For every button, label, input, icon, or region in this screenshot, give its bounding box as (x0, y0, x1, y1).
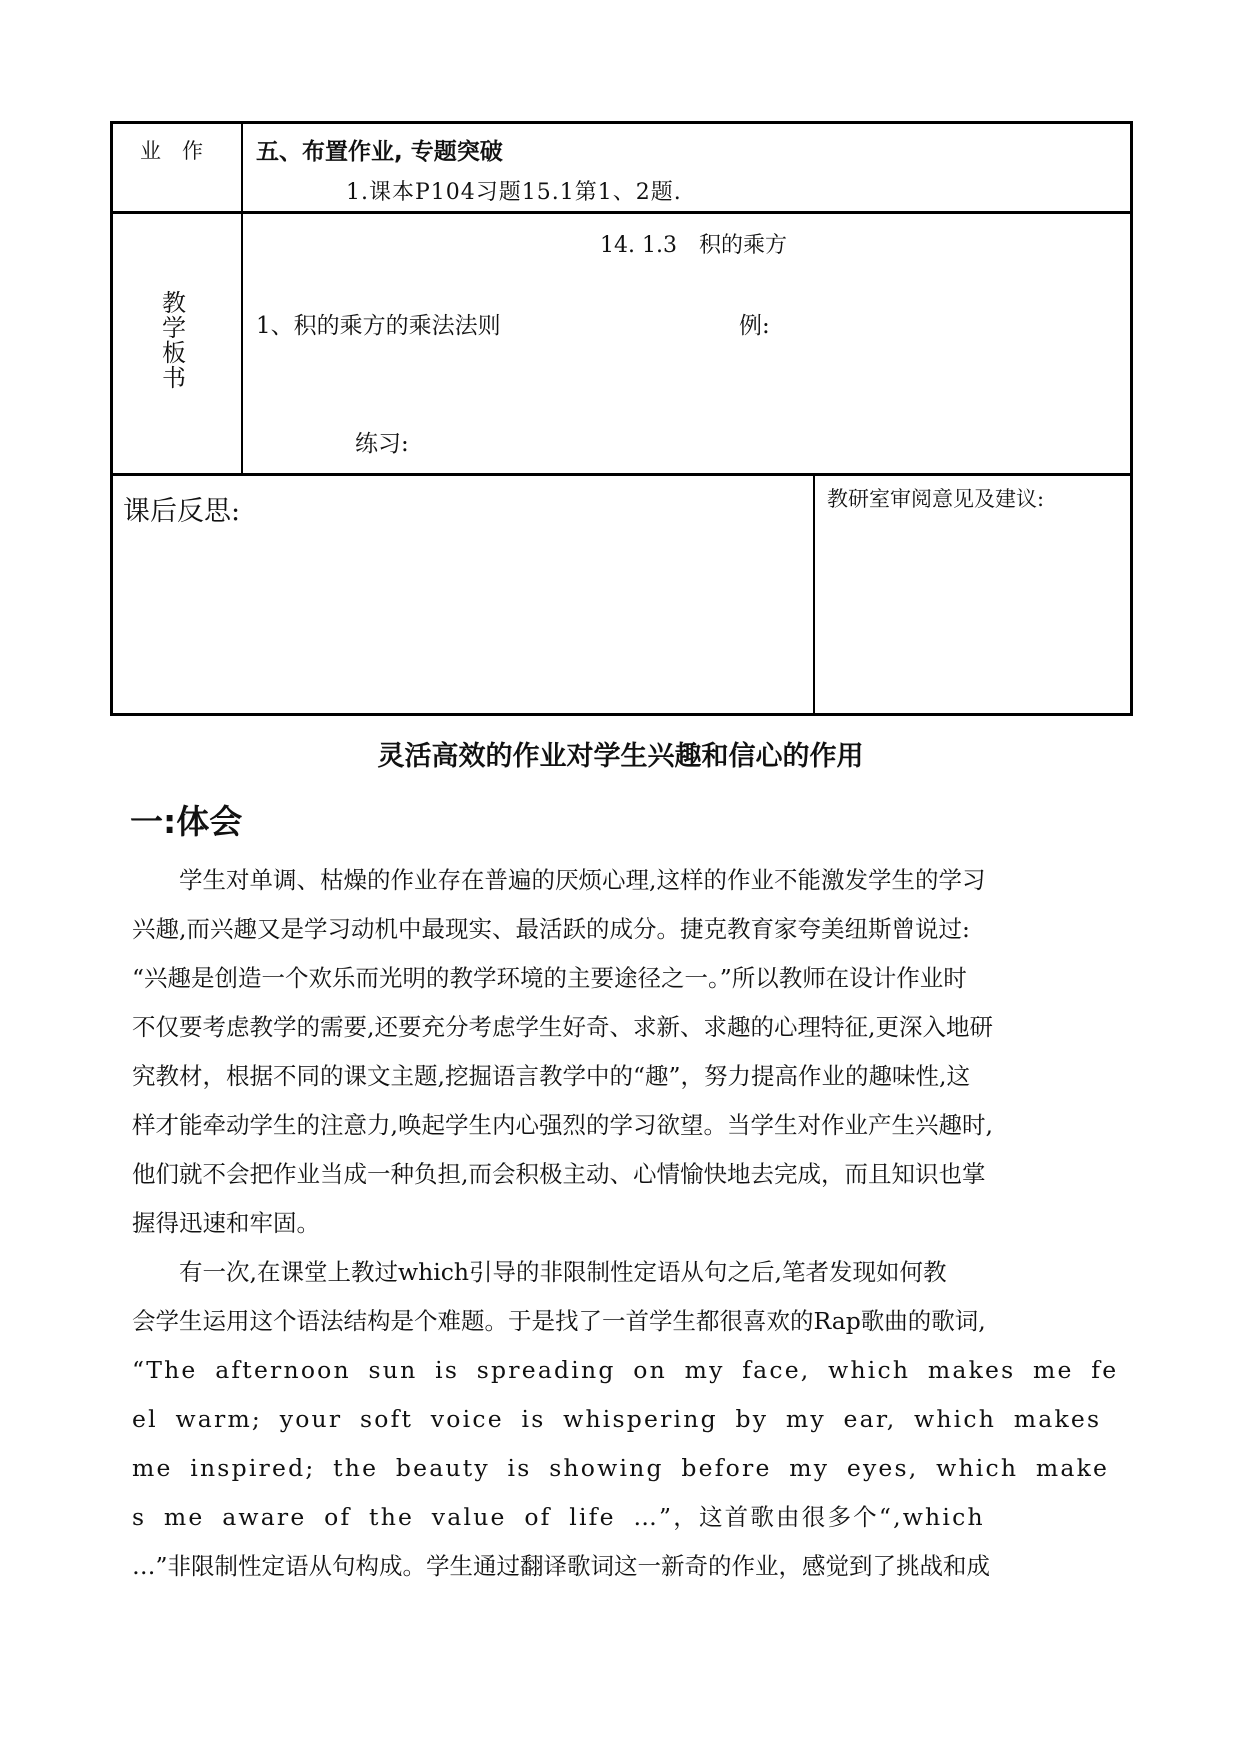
article-title: 灵活高效的作业对学生兴趣和信心的作用 (377, 741, 864, 772)
table-border-bottom (110, 713, 1133, 716)
board-label (162, 291, 186, 391)
board-rule: 1、积的乘方的乘法法则 (256, 313, 501, 339)
homework-title: 五、布置作业, 专题突破 (256, 139, 503, 165)
paragraph-line: 学生对单调、枯燥的作业存在普遍的厌烦心理,这样的作业不能激发学生的学习 (132, 866, 986, 894)
lyric-line: me inspired; the beauty is showing before my eyes, which make (132, 1454, 1110, 1482)
paragraph-line: 握得迅速和牢固。 (132, 1209, 320, 1237)
paragraph-line: 样才能牵动学生的注意力,唤起学生内心强烈的学习欲望。当学生对作业产生兴趣时, (132, 1111, 993, 1139)
row-divider-1 (110, 211, 1133, 214)
board-label-char: 板 (162, 339, 186, 367)
table-border-top (110, 121, 1133, 124)
lyric-line: “The afternoon sun is spreading on my face, which makes me fe (132, 1356, 1119, 1384)
reflection-label: 课后反思: (123, 496, 241, 527)
board-label-char: 学 (162, 314, 186, 342)
homework-label: 业 作 (140, 139, 203, 163)
board-label-char: 教 (162, 289, 186, 317)
paragraph-2 (132, 1248, 1119, 1591)
paragraph-line: 究教材，根据不同的课文主题,挖掘语言教学中的“趣”，努力提高作业的趣味性,这 (132, 1062, 970, 1090)
label-column-divider (241, 121, 243, 475)
board-practice: 练习: (355, 431, 409, 457)
lyric-line: s me aware of the value of life …”，这首歌由很多个“,which (132, 1503, 985, 1531)
paragraph-line: …”非限制性定语从句构成。学生通过翻译歌词这一新奇的作业，感觉到了挑战和成 (132, 1552, 991, 1580)
lesson-table (110, 121, 1133, 716)
row-divider-2 (110, 473, 1133, 476)
paragraph-line: 他们就不会把作业当成一种负担,而会积极主动、心情愉快地去完成，而且知识也掌 (132, 1160, 986, 1188)
paragraph-line: 有一次,在课堂上教过which引导的非限制性定语从句之后,笔者发现如何教 (132, 1258, 947, 1286)
paragraph-1 (132, 856, 1062, 1248)
review-column-divider (813, 474, 815, 715)
homework-content: 1.课本P104习题15.1第1、2题. (346, 180, 682, 205)
section-heading: 一:体会 (130, 802, 243, 841)
paragraph-line: “兴趣是创造一个欢乐而光明的教学环境的主要途径之一。”所以教师在设计作业时 (132, 964, 967, 992)
lyric-line: el warm; your soft voice is whispering by my ear, which makes (132, 1405, 1102, 1433)
paragraph-line: 会学生运用这个语法结构是个难题。于是找了一首学生都很喜欢的Rap歌曲的歌词, (132, 1307, 986, 1335)
paragraph-line: 不仅要考虑教学的需要,还要充分考虑学生好奇、求新、求趣的心理特征,更深入地研 (132, 1013, 993, 1041)
board-example: 例: (739, 313, 770, 339)
board-label-char: 书 (162, 364, 186, 392)
review-label: 教研室审阅意见及建议: (827, 487, 1045, 511)
paragraph-line: 兴趣,而兴趣又是学习动机中最现实、最活跃的成分。捷克教育家夸美纽斯曾说过: (132, 915, 970, 943)
board-heading: 14. 1.3 积的乘方 (600, 233, 787, 258)
